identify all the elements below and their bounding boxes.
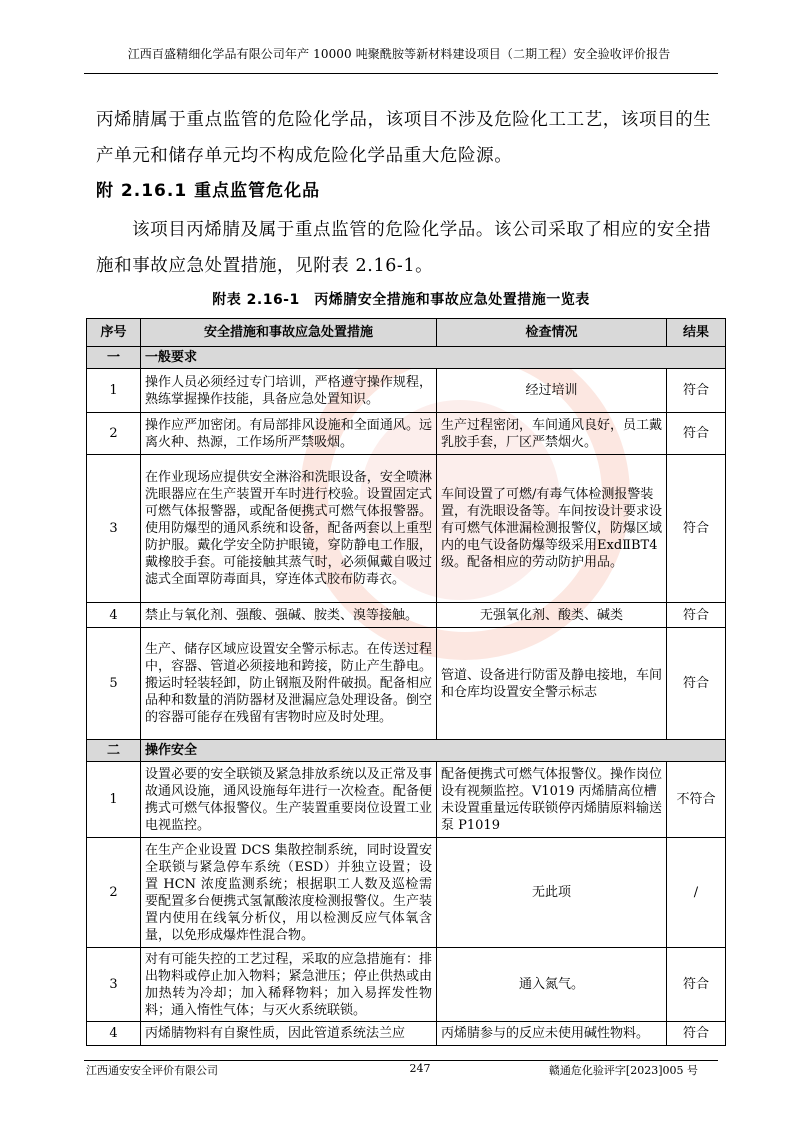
row-no: 4 (87, 1022, 141, 1046)
row-result: / (667, 838, 726, 948)
row-result: 符合 (667, 369, 726, 413)
row-measure: 丙烯腈物料有自聚性质，因此管道系统法兰应 (141, 1022, 437, 1046)
row-check: 无此项 (437, 838, 667, 948)
row-no: 2 (87, 838, 141, 948)
row-no: 1 (87, 369, 141, 413)
safety-measures-table (86, 318, 726, 1046)
row-measure: 操作人员必须经过专门培训，严格遵守操作规程，熟练掌握操作技能，具备应急处置知识。 (141, 369, 437, 413)
row-no: 1 (87, 762, 141, 838)
header-check: 检查情况 (437, 319, 667, 347)
table-row (87, 628, 726, 740)
table-row (87, 603, 726, 628)
section-title: 一般要求 (141, 347, 726, 369)
table-row (87, 838, 726, 948)
row-no: 4 (87, 603, 141, 628)
table-row (87, 762, 726, 838)
row-measure: 禁止与氧化剂、强酸、强碱、胺类、溴等接触。 (141, 603, 437, 628)
row-measure: 操作应严加密闭。有局部排风设施和全面通风。远离火种、热源，工作场所严禁吸烟。 (141, 413, 437, 455)
header-rule (84, 73, 718, 74)
row-measure: 生产、储存区域应设置安全警示标志。在传送过程中，容器、管道必须接地和跨接，防止产生静电。搬运时轻装轻卸，防止钢瓶及附件破损。配备相应品种和数量的消防器材及泄漏应急处理设备。倒空的容器可能存在残留有害物时应及时处理。 (141, 628, 437, 740)
row-check: 经过培训 (437, 369, 667, 413)
section-paragraph-text: 该项目丙烯腈及属于重点监管的危险化学品。该公司采取了相应的安全措施和事故应急处置措施，见附表 2.16-1。 (96, 220, 712, 276)
row-no: 3 (87, 948, 141, 1022)
section-row (87, 740, 726, 762)
section-no: 二 (87, 740, 141, 762)
row-result: 符合 (667, 1022, 726, 1046)
row-check: 丙烯腈参与的反应未使用碱性物料。 (437, 1022, 667, 1046)
row-check: 生产过程密闭，车间通风良好，员工戴乳胶手套，厂区严禁烟火。 (437, 413, 667, 455)
page-header: 江西百盛精细化学品有限公司年产 10000 吨聚酰胺等新材料建设项目（二期工程）安全验收评价报告 (127, 47, 671, 61)
footer-company: 江西通安安全评价有限公司 (86, 1064, 218, 1077)
footer-doc-number: 赣通危化验评字[2023]005 号 (548, 1064, 698, 1077)
row-no: 3 (87, 455, 141, 603)
section-heading: 附 2.16.1 重点监管危化品 (96, 181, 321, 201)
row-check: 通入氮气。 (437, 948, 667, 1022)
section-row (87, 347, 726, 369)
intro-paragraph: 丙烯腈属于重点监管的危险化学品，该项目不涉及危险化工工艺，该项目的生产单元和储存单元均不构成危险化学品重大危险源。 (96, 110, 712, 166)
table-header-row (87, 319, 726, 347)
row-result: 符合 (667, 455, 726, 603)
row-result: 符合 (667, 628, 726, 740)
header-result: 结果 (667, 319, 726, 347)
row-result: 符合 (667, 603, 726, 628)
row-result: 符合 (667, 948, 726, 1022)
header-measure: 安全措施和事故应急处置措施 (141, 319, 437, 347)
table-row (87, 1022, 726, 1046)
row-result: 符合 (667, 413, 726, 455)
row-check: 无强氧化剂、酸类、碱类 (437, 603, 667, 628)
table-row (87, 369, 726, 413)
row-check: 管道、设备进行防雷及静电接地，车间和仓库均设置安全警示标志 (437, 628, 667, 740)
row-result: 不符合 (667, 762, 726, 838)
table-caption: 附表 2.16-1 丙烯腈安全措施和事故应急处置措施一览表 (212, 292, 590, 308)
section-paragraph (96, 212, 716, 284)
row-check: 配备便携式可燃气体报警仪。操作岗位设有视频监控。V1019 丙烯腈高位槽未设置重量远传联锁停丙烯腈原料输送泵 P1019 (437, 762, 667, 838)
table-row (87, 455, 726, 603)
row-measure: 在作业现场应提供安全淋浴和洗眼设备，安全喷淋洗眼器应在生产装置开车时进行校验。设置固定式可燃气体报警器，或配备便携式可燃气体报警器。使用防爆型的通风系统和设备，配备两套以上重型防护服。戴化学安全防护眼镜，穿防静电工作服，戴橡胶手套。可能接触其蒸气时，必须佩戴自吸过滤式全面罩防毒面具，穿连体式胶布防毒衣。 (141, 455, 437, 603)
table-row (87, 413, 726, 455)
row-measure: 设置必要的安全联锁及紧急排放系统以及正常及事故通风设施，通风设施每年进行一次检查。配备便携式可燃气体报警仪。生产装置重要岗位设置工业电视监控。 (141, 762, 437, 838)
table-row (87, 948, 726, 1022)
row-measure: 在生产企业设置 DCS 集散控制系统，同时设置安全联锁与紧急停车系统（ESD）并独立设置；设置 HCN 浓度监测系统；根据职工人数及巡检需要配置多台便携式氢氰酸浓度检测报警仪。生产装置内使用在线氧分析仪，用以检测反应气体氧含量，以免形成爆炸性混合物。 (141, 838, 437, 948)
section-no: 一 (87, 347, 141, 369)
row-measure: 对有可能失控的工艺过程，采取的应急措施有：排出物料或停止加入物料；紧急泄压；停止供热或由加热转为冷却；加入稀释物料；加入易挥发性物料；通入惰性气体；与灭火系统联锁。 (141, 948, 437, 1022)
row-no: 2 (87, 413, 141, 455)
row-check: 车间设置了可燃/有毒气体检测报警装置，有洗眼设备等。车间按设计要求设有可燃气体泄漏检测报警仪，防爆区域内的电气设备防爆等级采用ExdⅡBT4 级。配备相应的劳动防护用品。 (437, 455, 667, 603)
row-no: 5 (87, 628, 141, 740)
footer-rule (84, 1060, 718, 1061)
header-no: 序号 (87, 319, 141, 347)
page-number: 247 (409, 1062, 431, 1075)
section-title: 操作安全 (141, 740, 726, 762)
